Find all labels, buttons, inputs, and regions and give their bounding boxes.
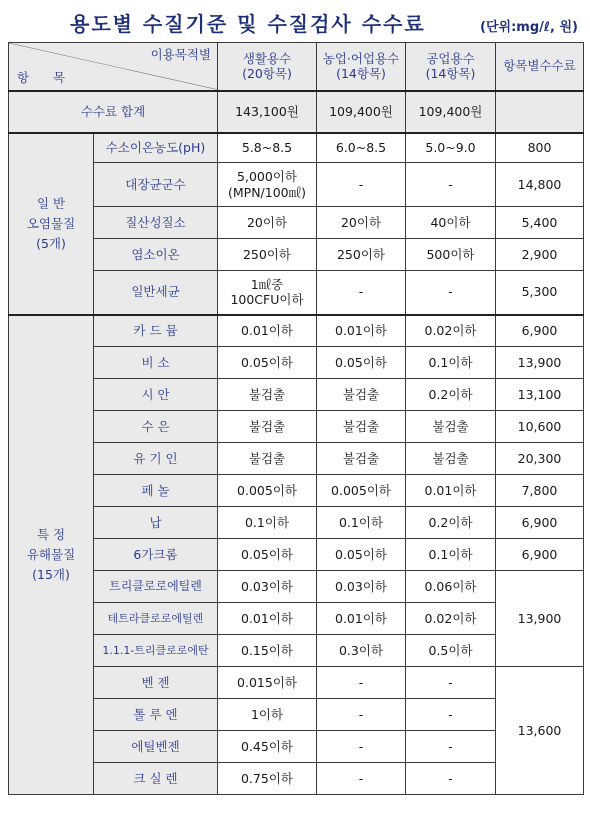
value-cell: 0.01이하 xyxy=(406,475,496,507)
value-cell: - xyxy=(317,667,406,699)
fee-cell: 6,900 xyxy=(496,539,584,571)
title-bar xyxy=(0,8,590,38)
table-row xyxy=(9,315,584,347)
value-cell: 5.0~9.0 xyxy=(406,133,496,163)
value-cell: 0.01이하 xyxy=(218,603,317,635)
fee-cell-group-b: 13,600 xyxy=(496,667,584,795)
fee-cell: 13,900 xyxy=(496,347,584,379)
item-name: 카 드 뮴 xyxy=(94,315,218,347)
table-row xyxy=(9,347,584,379)
col-header-fee: 항목별수수료 xyxy=(496,43,584,91)
value-cell: 1이하 xyxy=(218,699,317,731)
value-cell: 5,000이하 (MPN/100㎖) xyxy=(218,163,317,207)
value-cell: 250이하 xyxy=(317,239,406,271)
corner-top-label: 이용목적별 xyxy=(150,47,211,62)
value-cell: 0.03이하 xyxy=(317,571,406,603)
value-cell: 40이하 xyxy=(406,207,496,239)
value-cell: 불검출 xyxy=(317,411,406,443)
fee-cell: 5,400 xyxy=(496,207,584,239)
value-cell: 0.1이하 xyxy=(218,507,317,539)
unit-note: (단위:mg/ℓ, 원) xyxy=(480,20,578,35)
value-cell: 0.45이하 xyxy=(218,731,317,763)
table-row xyxy=(9,207,584,239)
table-row xyxy=(9,411,584,443)
value-cell: 불검출 xyxy=(317,379,406,411)
category-general: 일 반 오염물질 (5개) xyxy=(9,133,94,315)
value-cell: - xyxy=(406,699,496,731)
value-cell: 불검출 xyxy=(218,443,317,475)
col-header-industry: 공업용수 (14항목) xyxy=(406,43,496,91)
value-cell: 1㎖중 100CFU이하 xyxy=(218,271,317,315)
fee-cell: 6,900 xyxy=(496,507,584,539)
value-cell: 0.15이하 xyxy=(218,635,317,667)
table-row xyxy=(9,133,584,163)
value-cell: 20이하 xyxy=(317,207,406,239)
value-cell: 6.0~8.5 xyxy=(317,133,406,163)
value-cell: 0.3이하 xyxy=(317,635,406,667)
item-name: 크 실 렌 xyxy=(94,763,218,795)
item-name: 수 은 xyxy=(94,411,218,443)
value-cell: 0.005이하 xyxy=(218,475,317,507)
fee-cell-group-a: 13,900 xyxy=(496,571,584,667)
value-cell: 0.02이하 xyxy=(406,315,496,347)
item-name: 에틸벤젠 xyxy=(94,731,218,763)
value-cell: 0.1이하 xyxy=(317,507,406,539)
item-name: 비 소 xyxy=(94,347,218,379)
item-name: 벤 젠 xyxy=(94,667,218,699)
table-row xyxy=(9,163,584,207)
value-cell: 불검출 xyxy=(218,379,317,411)
item-name: 1.1.1-트리클로로에탄 xyxy=(94,635,218,667)
value-cell: 500이하 xyxy=(406,239,496,271)
fee-cell: 800 xyxy=(496,133,584,163)
value-cell: 0.2이하 xyxy=(406,507,496,539)
fee-cell: 20,300 xyxy=(496,443,584,475)
value-cell: - xyxy=(317,731,406,763)
value-cell: 0.01이하 xyxy=(317,315,406,347)
item-name: 수소이온농도(pH) xyxy=(94,133,218,163)
sum-agri: 109,400원 xyxy=(317,91,406,133)
fee-cell: 14,800 xyxy=(496,163,584,207)
item-name: 염소이온 xyxy=(94,239,218,271)
header-row xyxy=(9,43,584,91)
col-header-living: 생활용수 (20항목) xyxy=(218,43,317,91)
item-name: 시 안 xyxy=(94,379,218,411)
value-cell: 0.1이하 xyxy=(406,539,496,571)
value-cell: 불검출 xyxy=(406,443,496,475)
sum-industry: 109,400원 xyxy=(406,91,496,133)
table-row xyxy=(9,667,584,699)
col-header-agri: 농업·어업용수 (14항목) xyxy=(317,43,406,91)
corner-cell xyxy=(9,43,218,91)
value-cell: 0.05이하 xyxy=(218,539,317,571)
value-cell: 0.05이하 xyxy=(317,347,406,379)
fee-cell: 13,100 xyxy=(496,379,584,411)
value-cell: 불검출 xyxy=(317,443,406,475)
table-row xyxy=(9,271,584,315)
value-cell: 0.05이하 xyxy=(218,347,317,379)
table-row xyxy=(9,571,584,603)
value-cell: 0.02이하 xyxy=(406,603,496,635)
value-cell: 불검출 xyxy=(218,411,317,443)
fee-cell: 5,300 xyxy=(496,271,584,315)
sum-fee-empty xyxy=(496,91,584,133)
value-cell: 0.01이하 xyxy=(317,603,406,635)
value-cell: 0.1이하 xyxy=(406,347,496,379)
item-name: 테트라클로로에틸렌 xyxy=(94,603,218,635)
value-cell: - xyxy=(317,271,406,315)
page-title: 용도별 수질기준 및 수질검사 수수료 xyxy=(70,12,426,36)
item-name: 페 놀 xyxy=(94,475,218,507)
value-cell: 0.01이하 xyxy=(218,315,317,347)
value-cell: 20이하 xyxy=(218,207,317,239)
value-cell: 0.2이하 xyxy=(406,379,496,411)
item-name: 트리클로로에틸렌 xyxy=(94,571,218,603)
item-name: 톨 루 엔 xyxy=(94,699,218,731)
value-cell: 0.05이하 xyxy=(317,539,406,571)
item-name: 질산성질소 xyxy=(94,207,218,239)
value-cell: - xyxy=(406,163,496,207)
sum-living: 143,100원 xyxy=(218,91,317,133)
table-row xyxy=(9,379,584,411)
item-name: 납 xyxy=(94,507,218,539)
value-cell: - xyxy=(317,763,406,795)
value-cell: 불검출 xyxy=(406,411,496,443)
table-row xyxy=(9,475,584,507)
value-cell: 5.8~8.5 xyxy=(218,133,317,163)
value-cell: 250이하 xyxy=(218,239,317,271)
table-row xyxy=(9,239,584,271)
fee-cell: 10,600 xyxy=(496,411,584,443)
table-row xyxy=(9,443,584,475)
item-name: 일반세균 xyxy=(94,271,218,315)
sum-label: 수수료 합계 xyxy=(9,91,218,133)
fee-cell: 6,900 xyxy=(496,315,584,347)
value-cell: 0.03이하 xyxy=(218,571,317,603)
value-cell: - xyxy=(406,763,496,795)
value-cell: 0.005이하 xyxy=(317,475,406,507)
value-cell: 0.06이하 xyxy=(406,571,496,603)
table-row xyxy=(9,507,584,539)
value-cell: - xyxy=(317,163,406,207)
fee-cell: 7,800 xyxy=(496,475,584,507)
value-cell: - xyxy=(406,667,496,699)
fee-table xyxy=(8,42,584,795)
corner-bottom-label: 항 목 xyxy=(17,69,76,85)
value-cell: 0.015이하 xyxy=(218,667,317,699)
value-cell: - xyxy=(406,271,496,315)
value-cell: 0.75이하 xyxy=(218,763,317,795)
sum-row xyxy=(9,91,584,133)
fee-cell: 2,900 xyxy=(496,239,584,271)
item-name: 대장균군수 xyxy=(94,163,218,207)
value-cell: - xyxy=(406,731,496,763)
table-row xyxy=(9,539,584,571)
value-cell: 0.5이하 xyxy=(406,635,496,667)
category-hazardous: 특 정 유해물질 (15개) xyxy=(9,315,94,795)
item-name: 유 기 인 xyxy=(94,443,218,475)
item-name: 6가크롬 xyxy=(94,539,218,571)
value-cell: - xyxy=(317,699,406,731)
